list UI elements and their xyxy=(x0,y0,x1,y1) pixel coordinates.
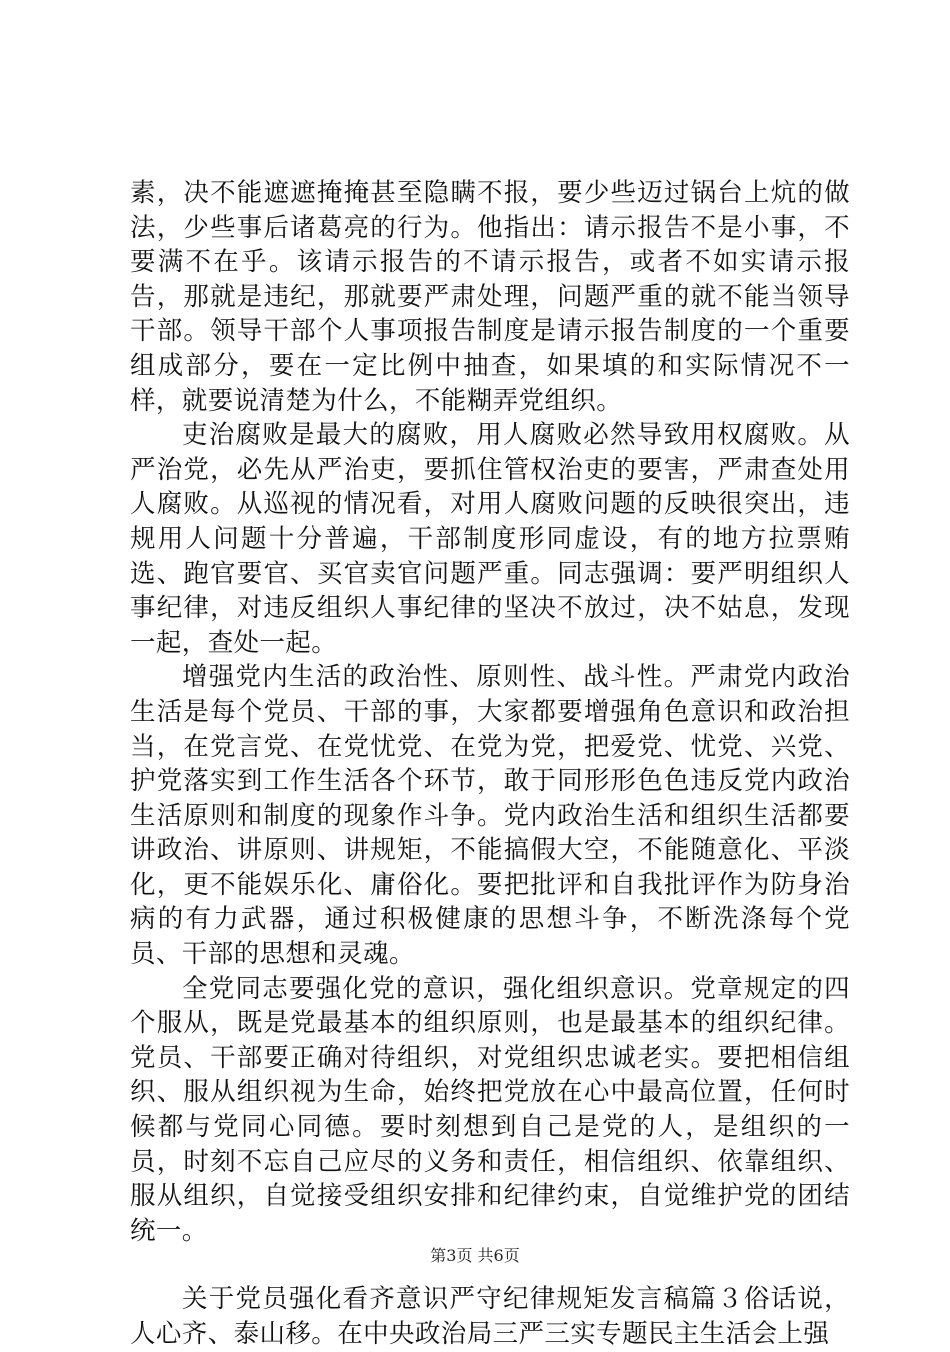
paragraph-section-3-intro: 关于党员强化看齐意识严守纪律规矩发言稿篇３俗话说，人心齐、泰山移。在中央政治局三严三实专题民主生活会上强 xyxy=(130,1284,850,1349)
document-body xyxy=(130,176,850,1352)
paragraph-party-life: 增强党内生活的政治性、原则性、战斗性。严肃党内政治生活是每个党员、干部的事，大家都要增强角色意识和政治担当，在党言党、在党忧党、在党为党，把爱党、忧党、兴党、护党落实到工作生活各个环节，敢于同形形色色违反党内政治生活原则和制度的现象作斗争。党内政治生活和组织生活都要讲政治、讲原则、讲规矩，不能搞假大空，不能随意化、平淡化，更不能娱乐化、庸俗化。要把批评和自我批评作为防身治病的有力武器，通过积极健康的思想斗争，不断洗涤每个党员、干部的思想和灵魂。 xyxy=(130,662,850,970)
paragraph-organization-awareness: 全党同志要强化党的意识，强化组织意识。党章规定的四个服从，既是党最基本的组织原则，也是最基本的组织纪律。党员、干部要正确对待组织，对党组织忠诚老实。要把相信组织、服从组织视为生命，始终把党放在心中最高位置，任何时候都与党同心同德。要时刻想到自己是党的人，是组织的一员，时刻不忘自己应尽的义务和责任，相信组织、依靠组织、服从组织，自觉接受组织安排和纪律约束，自觉维护党的团结统一。 xyxy=(130,973,850,1246)
paragraph-continuation: 素，决不能遮遮掩掩甚至隐瞒不报，要少些迈过锅台上炕的做法，少些事后诸葛亮的行为。他指出：请示报告不是小事，不要满不在乎。该请示报告的不请示报告，或者不如实请示报告，那就是违纪，那就要严肃处理，问题严重的就不能当领导干部。领导干部个人事项报告制度是请示报告制度的一个重要组成部分，要在一定比例中抽查，如果填的和实际情况不一样，就要说清楚为什么，不能糊弄党组织。 xyxy=(130,178,850,416)
paragraph-corruption: 吏治腐败是最大的腐败，用人腐败必然导致用权腐败。从严治党，必先从严治吏，要抓住管权治吏的要害，严肃查处用人腐败。从巡视的情况看，对用人腐败问题的反映很突出，违规用人问题十分普遍，干部制度形同虚设，有的地方拉票贿选、跑官要官、买官卖官问题严重。同志强调：要严明组织人事纪律，对违反组织人事纪律的坚决不放过，决不姑息，发现一起，查处一起。 xyxy=(130,420,850,658)
page-number-footer: 第3页 共6页 xyxy=(430,1246,520,1265)
